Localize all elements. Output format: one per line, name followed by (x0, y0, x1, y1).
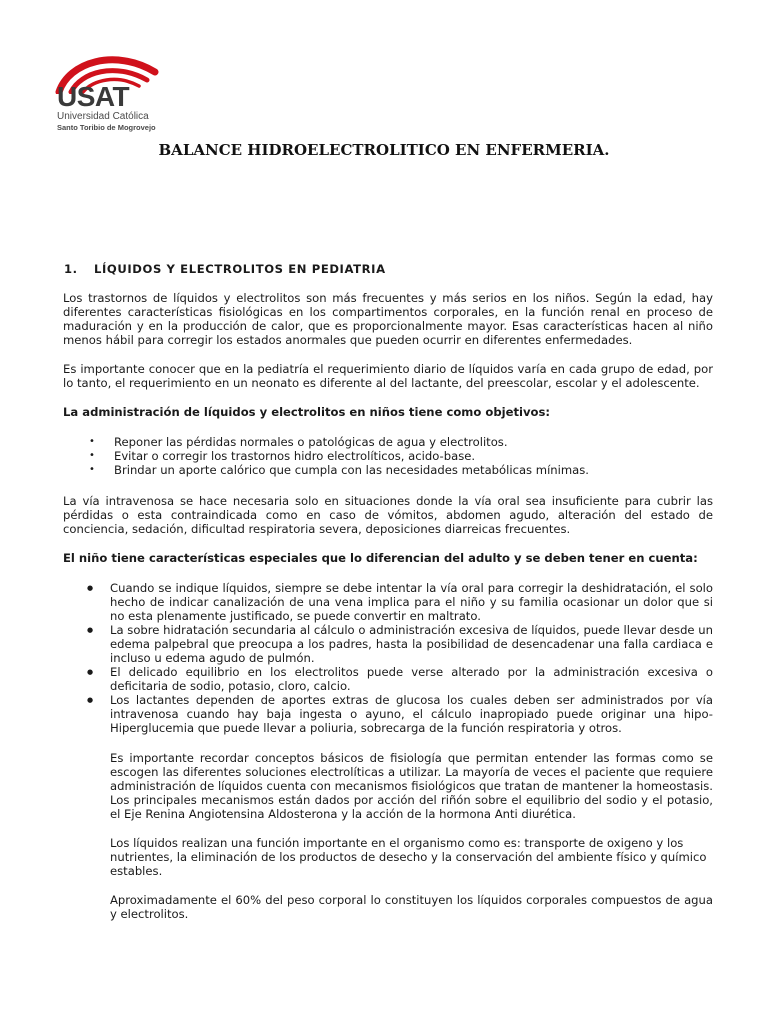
list-item: • Brindar un aporte calórico que cumpla con las necesidades metabólicas mínimas. (63, 463, 713, 477)
list-item: ● La sobre hidratación secundaria al cálculo o administración excesiva de líquidos, puede llevar desde un edema palpebral que preocupa a los padres, hasta la posibilidad de desencadenar una falla cardiaca e incluso u edema agudo de pulmón. (63, 623, 713, 665)
section-title: LÍQUIDOS Y ELECTROLITOS EN PEDIATRIA (94, 262, 386, 276)
logo-university: Universidad Católica (57, 111, 149, 122)
paragraph-fluids-function: Los líquidos realizan una función importante en el organismo como es: transporte de oxigeno y los nutrientes, la eliminación de los productos de desecho y la conservación del ambiente físico y químico estables. (110, 836, 707, 878)
section-heading (64, 262, 386, 276)
objectives-heading: La administración de líquidos y electrolitos en niños tiene como objetivos: (63, 405, 551, 419)
section-number: 1. (64, 262, 78, 276)
paragraph-physiology: Es importante recordar conceptos básicos de fisiología que permitan entender las formas como se escogen las diferentes soluciones electrolíticas a utilizar. La mayoría de veces el paciente que requiere administración de líquidos cuenta con mecanismos fisiológicos que tratan de mantener la homeostasis. Los principales mecanismos están dados por acción del riñón sobre el equilibrio del sodio y el potasio, el Eje Renina Angiotensina Aldosterona y la acción de la hormona Anti diurética. (110, 751, 713, 821)
list-item: • Evitar o corregir los trastornos hidro electrolíticos, acido-base. (63, 449, 713, 463)
list-item: ● El delicado equilibrio en los electrolitos puede verse alterado por la administración excesiva o deficitaria de sodio, potasio, cloro, calcio. (63, 665, 713, 693)
list-item: ● Los lactantes dependen de aportes extras de glucosa los cuales deben ser administrados por vía intravenosa cuando hay baja ingesta o ayuno, el cálculo inapropiado puede originar una hipo-Hiperglucemia que puede llevar a poliuria, sobrecarga de la función respiratoria y otros. (63, 693, 713, 735)
list-item: ● Cuando se indique líquidos, siempre se debe intentar la vía oral para corregir la deshidratación, el solo hecho de indicar canalización de una vena implica para el niño y su familia ocasionar un dolor que si no esta plenamente justificado, se puede convertir en maltrato. (63, 581, 713, 623)
paragraph-intravenous: La vía intravenosa se hace necesaria solo en situaciones donde la vía oral sea insuficiente para cubrir las pérdidas o esta contraindicada como en caso de vómitos, abdomen agudo, alteración del estado de conciencia, sedación, dificultad respiratoria severa, deposiciones diarreicas frecuentes. (63, 494, 713, 536)
document-body (63, 291, 713, 921)
special-list (63, 581, 713, 735)
document-title: BALANCE HIDROELECTROLITICO EN ENFERMERIA. (158, 141, 610, 159)
paragraph-requirements: Es importante conocer que en la pediatría el requerimiento diario de líquidos varía en cada grupo de edad, por lo tanto, el requerimiento en un neonato es diferente al del lactante, del preescolar, escolar y el adolescente. (63, 362, 713, 390)
list-item: • Reponer las pérdidas normales o patológicas de agua y electrolitos. (63, 435, 713, 449)
logo-patron: Santo Toribio de Mogrovejo (57, 123, 156, 132)
usat-logo (55, 48, 165, 134)
paragraph-intro: Los trastornos de líquidos y electrolitos son más frecuentes y más serios en los niños. Según la edad, hay diferentes características fisiológicas en los compartimentos corporales, en la función renal en proceso de maduración y en la producción de calor, que es proporcionalmente mayor. Esas características hacen al niño menos hábil para corregir los estados anormales que pueden ocurrir en diferentes enfermedades. (63, 291, 713, 347)
objectives-list (63, 435, 713, 477)
logo-name: USAT (57, 81, 130, 112)
special-heading: El niño tiene características especiales que lo diferencian del adulto y se deben tener en cuenta: (63, 551, 698, 565)
paragraph-body-weight: Aproximadamente el 60% del peso corporal lo constituyen los líquidos corporales compuestos de agua y electrolitos. (110, 893, 713, 921)
